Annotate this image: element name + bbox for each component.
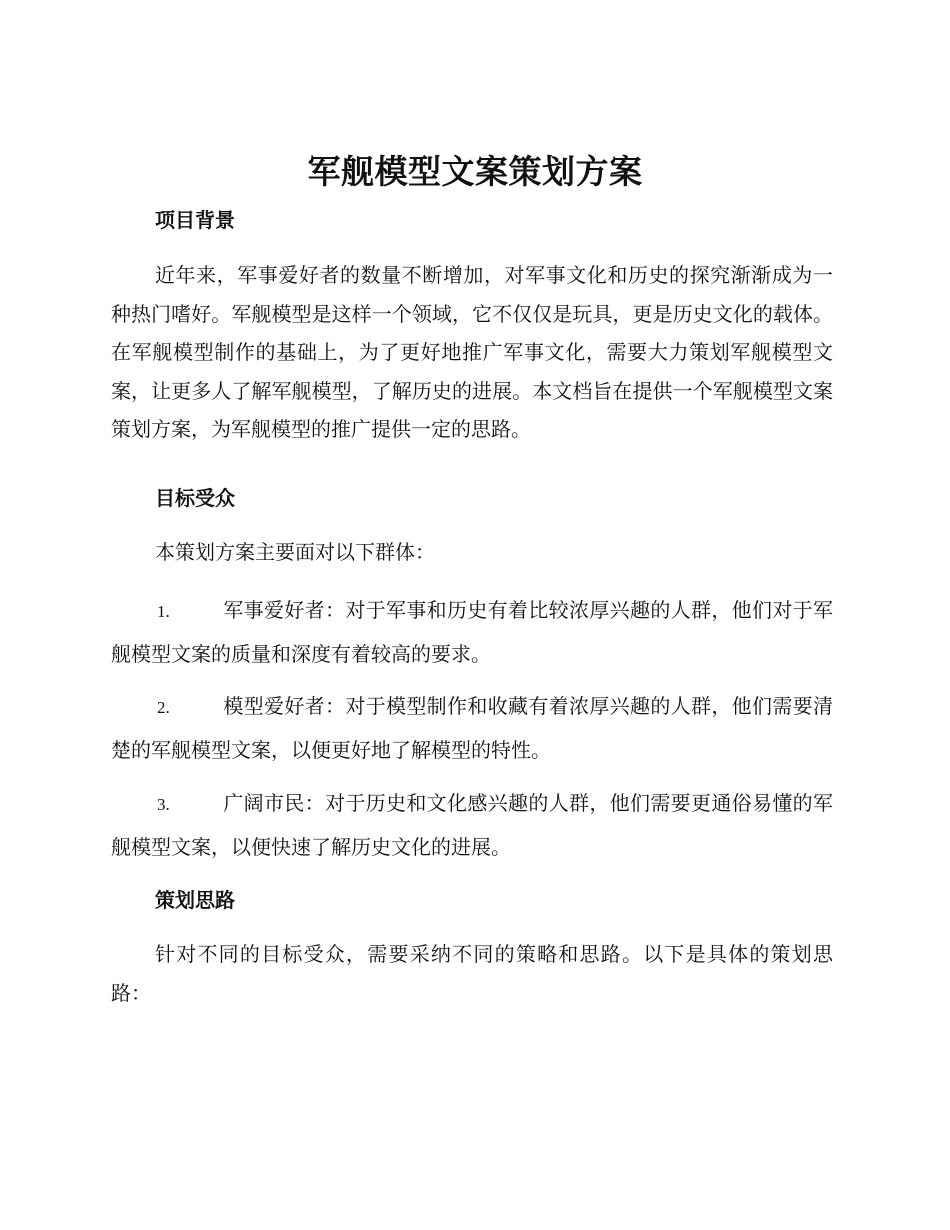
section-heading-background: 项目背景: [155, 208, 235, 232]
section-heading-strategy: 策划思路: [155, 888, 235, 912]
list-number: 1.: [157, 602, 170, 621]
list-item-text: 广阔市民：对于历史和文化感兴趣的人群，他们需要更通俗易懂的军舰模型文案，以便快速了解历史文化的进展。: [111, 791, 833, 859]
document-title: 军舰模型文案策划方案: [307, 152, 643, 191]
section-heading-audience: 目标受众: [155, 486, 235, 510]
background-paragraph: 近年来，军事爱好者的数量不断增加，对军事文化和历史的探究渐渐成为一种热门嗜好。军舰模型是这样一个领域，它不仅仅是玩具，更是历史文化的载体。在军舰模型制作的基础上，为了更好地推广军事文化，需要大力策划军舰模型文案，让更多人了解军舰模型，了解历史的进展。本文档旨在提供一个军舰模型文案策划方案，为军舰模型的推广提供一定的思路。: [111, 263, 833, 441]
list-number: 2.: [157, 698, 170, 717]
strategy-paragraph: 针对不同的目标受众，需要采纳不同的策略和思路。以下是具体的策划思路：: [111, 942, 833, 1005]
audience-intro: 本策划方案主要面对以下群体：: [155, 540, 435, 564]
list-item-1: [111, 589, 833, 675]
list-item-text: 模型爱好者：对于模型制作和收藏有着浓厚兴趣的人群，他们需要清楚的军舰模型文案，以便更好地了解模型的特性。: [111, 694, 833, 762]
list-item-text: 军事爱好者：对于军事和历史有着比较浓厚兴趣的人群，他们对于军舰模型文案的质量和深度有着较高的要求。: [111, 598, 833, 666]
list-number: 3.: [157, 795, 170, 814]
list-item-3: [111, 782, 833, 868]
list-item-2: [111, 685, 833, 771]
